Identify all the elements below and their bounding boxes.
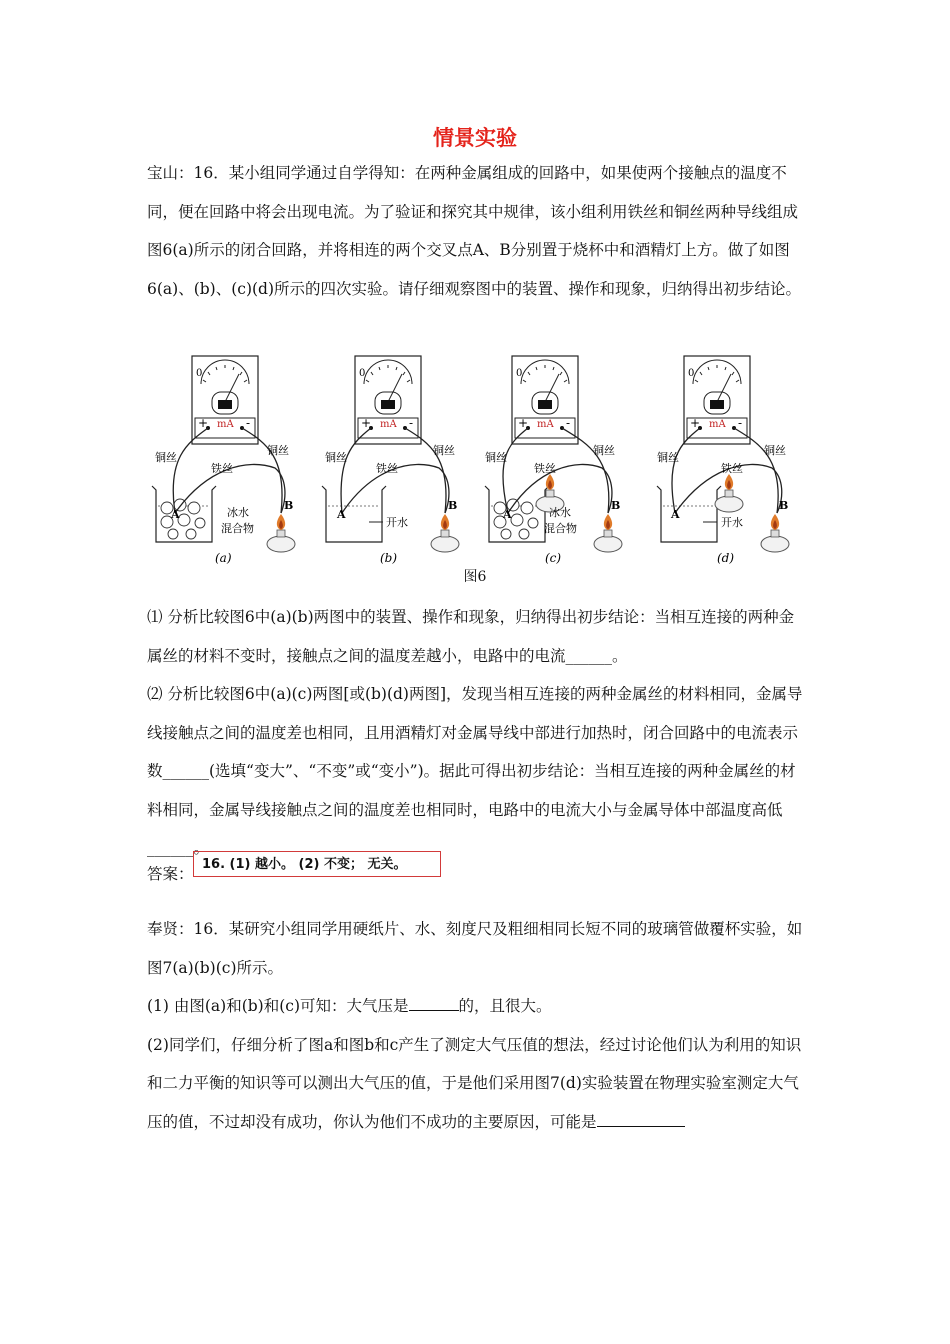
panel-b (322, 356, 459, 565)
copper-label: 铜丝 (657, 451, 679, 464)
point-a-label: A (337, 508, 346, 521)
panel-c (485, 356, 622, 565)
panel-label: (a) (215, 551, 232, 565)
answer-box: 16. (1) 越小。 (2) 不变； 无关。 (193, 851, 441, 877)
meter-unit-label: mA (217, 419, 234, 430)
meter-minus-label: - (246, 416, 251, 430)
point-b-label: B (779, 499, 789, 512)
boiling-water-label: 开水 (386, 516, 408, 529)
q1-intro: 宝山：16．某小组同学通过自学得知：在两种金属组成的回路中，如果使两个接触点的温度不同，便在回路中将会出现电流。为了验证和探究其中规律，该小组利用铁丝和铜丝两种导线组成图6(a)所示的闭合回路，并将相连的两个交叉点A、B分别置于烧杯中和酒精灯上方。做了如图6(a)、(b)、(c)(d)所示的四次实验。请仔细观察图中的装置、操作和现象，归纳得出初步结论。 (147, 164, 802, 298)
iron-label: 铁丝 (534, 462, 556, 475)
q2-part1-after: 的，且很大。 (458, 997, 552, 1015)
mixture-label: 混合物 (544, 522, 577, 535)
copper-label: 铜丝 (155, 451, 177, 464)
page-title: 情景实验 (433, 126, 517, 150)
meter-plus-label: + (690, 416, 701, 430)
meter-minus-label: - (738, 416, 743, 430)
copper-label: 铜丝 (325, 451, 347, 464)
point-b-label: B (284, 499, 294, 512)
meter-minus-label: - (409, 416, 414, 430)
copper-label: 铜丝 (764, 444, 786, 457)
meter-zero-label: 0 (688, 368, 695, 379)
point-a-label: A (503, 508, 512, 521)
q2-part2 (147, 1026, 809, 1142)
figure-6 (147, 348, 809, 588)
q1-parts (147, 598, 809, 868)
copper-label: 铜丝 (593, 444, 615, 457)
meter-zero-label: 0 (516, 368, 523, 379)
q2-part1-before: (1) 由图(a)和(b)和(c)可知：大气压是 (147, 997, 409, 1015)
q1-part2: ⑵ 分析比较图6中(a)(c)两图[或(b)(d)两图]，发现当相互连接的两种金属丝的材料相同，金属导线接触点之间的温度差也相同，且用酒精灯对金属导线中部进行加热时，闭合回路中的电流表示数______(选填“变大”、“不变”或“变小”)。据此可得出初步结论：当相互连接的两种金属丝的材料相同，金属导线接触点之间的温度差也相同时，电路中的电流大小与金属导体中部温度高低______。 (147, 685, 803, 857)
meter-unit-label: mA (380, 419, 397, 430)
ice-water-label: 冰水 (227, 506, 249, 519)
meter-plus-label: + (518, 416, 529, 430)
point-a-label: A (171, 508, 180, 521)
iron-label: 铁丝 (211, 462, 233, 475)
copper-label: 铜丝 (433, 444, 455, 457)
q2-part1 (147, 987, 809, 1026)
panel-label: (c) (545, 551, 562, 565)
panel-label: (b) (380, 551, 398, 565)
point-b-label: B (611, 499, 621, 512)
q2-part2-text: (2)同学们，仔细分析了图a和图b和c产生了测定大气压值的想法，经过讨论他们认为利用的知识和二力平衡的知识等可以测出大气压的值，于是他们采用图7(d)实验装置在物理实验室测定大气压的值，不过却没有成功，你认为他们不成功的主要原因，可能是 (147, 1035, 802, 1131)
boiling-water-label: 开水 (721, 516, 743, 529)
answer-blank (409, 992, 459, 1011)
copper-label: 铜丝 (485, 451, 507, 464)
q2-block (147, 910, 809, 1141)
copper-label: 铜丝 (267, 444, 289, 457)
q1-part1: ⑴ 分析比较图6中(a)(b)两图中的装置、操作和现象，归纳得出初步结论：当相互连接的两种金属丝的材料不变时，接触点之间的温度差越小，电路中的电流______。 (147, 608, 795, 665)
q2-intro: 奉贤：16．某研究小组同学用硬纸片、水、刻度尺及粗细相同长短不同的玻璃管做覆杯实验，如图7(a)(b)(c)所示。 (147, 920, 803, 977)
meter-unit-label: mA (709, 419, 726, 430)
mixture-label: 混合物 (221, 522, 254, 535)
meter-zero-label: 0 (196, 368, 203, 379)
point-b-label: B (448, 499, 458, 512)
answer-label: 答案： (147, 865, 194, 883)
meter-plus-label: + (198, 416, 209, 430)
panel-d (657, 356, 789, 565)
meter-zero-label: 0 (359, 368, 366, 379)
meter-unit-label: mA (537, 419, 554, 430)
panel-label: (d) (717, 551, 735, 565)
iron-label: 铁丝 (721, 462, 743, 475)
answer-blank (597, 1108, 685, 1127)
meter-minus-label: - (566, 416, 571, 430)
panel-a (152, 356, 295, 565)
iron-label: 铁丝 (376, 462, 398, 475)
meter-plus-label: + (361, 416, 372, 430)
figure-caption: 图6 (463, 569, 487, 585)
ice-water-label: 冰水 (549, 506, 571, 519)
point-a-label: A (671, 508, 680, 521)
